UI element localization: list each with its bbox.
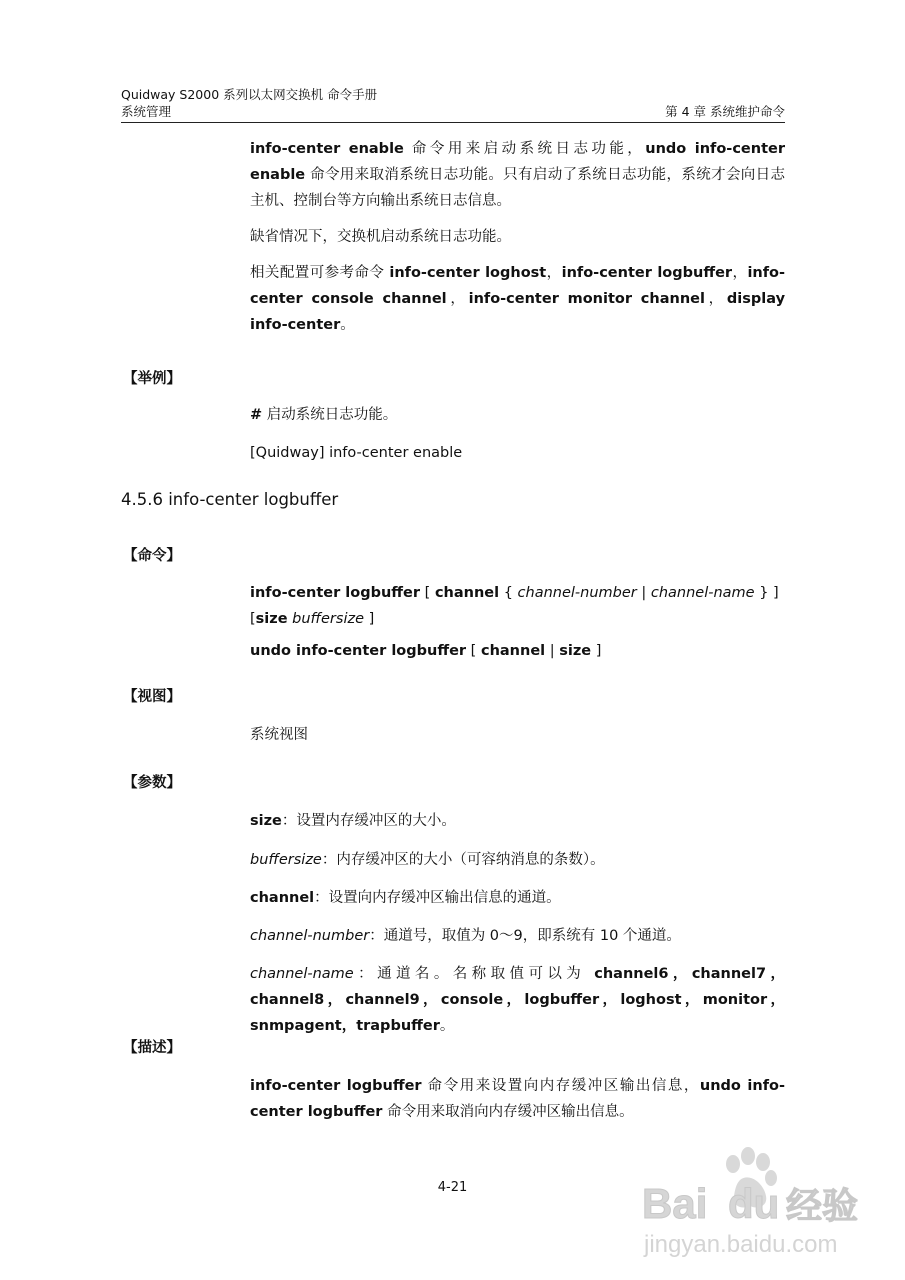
example-comment xyxy=(250,402,785,428)
text: 命令用来设置向内存缓冲区输出信息， xyxy=(421,1078,700,1094)
sep: ， xyxy=(446,291,469,307)
sep: ， xyxy=(732,265,748,281)
cmd-ref: info-center loghost xyxy=(389,265,547,281)
text: } ] [ xyxy=(250,585,779,627)
text: ] xyxy=(364,611,375,627)
intro-paragraph-1 xyxy=(250,136,785,214)
intro-paragraph-2: 缺省情况下，交换机启动系统日志功能。 xyxy=(250,229,511,245)
kw: undo info-center logbuffer xyxy=(250,643,467,659)
cmd-ref: undo info-center logbuffer xyxy=(250,1078,786,1120)
command-syntax-1 xyxy=(250,580,785,632)
description-text xyxy=(250,1073,785,1125)
cmd-ref: info-center logbuffer xyxy=(561,265,733,281)
param-desc: ：内存缓冲区的大小（可容纳消息的条数）。 xyxy=(321,852,605,868)
param-desc: ：设置向内存缓冲区输出信息的通道。 xyxy=(314,890,561,906)
header-rule xyxy=(121,122,785,123)
intro-paragraph-3 xyxy=(250,260,785,338)
text: 启动系统日志功能。 xyxy=(262,407,398,423)
text: { xyxy=(499,585,518,601)
intro-block xyxy=(250,136,785,338)
header-title: Quidway S2000 系列以太网交换机 命令手册 xyxy=(121,87,378,102)
arg: channel-number xyxy=(517,585,637,601)
text: 。 xyxy=(439,1018,455,1034)
params-label: 【参数】 xyxy=(123,775,181,791)
param-desc: ：设置内存缓冲区的大小。 xyxy=(281,813,456,829)
cmd-ref: info-center console channel xyxy=(250,265,786,307)
section-heading: 4.5.6 info-center logbuffer xyxy=(121,490,339,509)
sep: ， xyxy=(546,265,562,281)
view-text: 系统视图 xyxy=(250,727,308,743)
text: 命令用来取消向内存缓冲区输出信息。 xyxy=(382,1104,634,1120)
cmd-ref: info-center monitor channel xyxy=(468,291,705,307)
cmd-ref: display info-center xyxy=(250,291,786,333)
kw: size xyxy=(559,643,592,659)
cmd-undo-info-center-enable: undo info-center enable xyxy=(250,141,785,183)
arg: channel-name xyxy=(650,585,755,601)
text: | xyxy=(545,643,560,659)
sep: ， xyxy=(704,291,727,307)
param-key: buffersize xyxy=(250,852,322,868)
watermark-brand-2: du xyxy=(728,1180,780,1227)
text: ] xyxy=(591,643,602,659)
header-chapter-right: 第 4 章 系统维护命令 xyxy=(665,104,785,119)
watermark-cn: 经验 xyxy=(786,1185,859,1226)
header-chapter-left: 系统管理 xyxy=(121,104,172,119)
example-command: [Quidway] info-center enable xyxy=(250,445,463,461)
hash: # xyxy=(250,407,263,423)
param-key: channel-name xyxy=(250,966,354,982)
param-key: channel-number xyxy=(250,928,370,944)
param-desc: ：通道名。名称取值可以为 xyxy=(353,966,595,982)
param-key: size xyxy=(250,813,282,829)
text: 命令用来启动系统日志功能， xyxy=(403,141,646,157)
text: [ xyxy=(420,585,435,601)
param-channel-name xyxy=(250,961,785,1039)
param-channel-number xyxy=(250,923,785,949)
text: [ xyxy=(466,643,481,659)
channel-names: channel6，channel7，channel8，channel9，console，logbuffer，loghost，monitor，snmpagent，trapbuffer xyxy=(250,966,785,1034)
watermark-url: jingyan.baidu.com xyxy=(644,1231,838,1258)
arg: buffersize xyxy=(292,611,365,627)
param-channel xyxy=(250,885,785,911)
param-size xyxy=(250,808,785,834)
param-key: channel xyxy=(250,890,315,906)
command-syntax-2 xyxy=(250,638,785,664)
param-buffersize xyxy=(250,847,785,873)
example-label: 【举例】 xyxy=(123,371,181,387)
text: 相关配置可参考命令 xyxy=(250,265,390,281)
page-number: 4-21 xyxy=(437,1180,468,1195)
view-label: 【视图】 xyxy=(123,689,181,705)
param-desc: ：通道号，取值为 0～9，即系统有 10 个通道。 xyxy=(369,928,681,944)
kw: channel xyxy=(434,585,500,601)
kw: size xyxy=(255,611,288,627)
description-label: 【描述】 xyxy=(123,1040,181,1056)
cmd-ref: info-center logbuffer xyxy=(250,1078,422,1094)
kw: channel xyxy=(480,643,546,659)
command-label: 【命令】 xyxy=(123,548,181,564)
cmd-info-center-enable: info-center enable xyxy=(250,141,404,157)
baidu-jingyan-watermark xyxy=(640,1140,890,1270)
sep: 。 xyxy=(340,317,355,333)
text: | xyxy=(636,585,651,601)
kw: info-center logbuffer xyxy=(250,585,421,601)
text: 命令用来取消系统日志功能。只有启动了系统日志功能，系统才会向日志主机、控制台等方向输出系统日志信息。 xyxy=(250,167,785,209)
watermark-brand: Bai xyxy=(642,1180,708,1227)
